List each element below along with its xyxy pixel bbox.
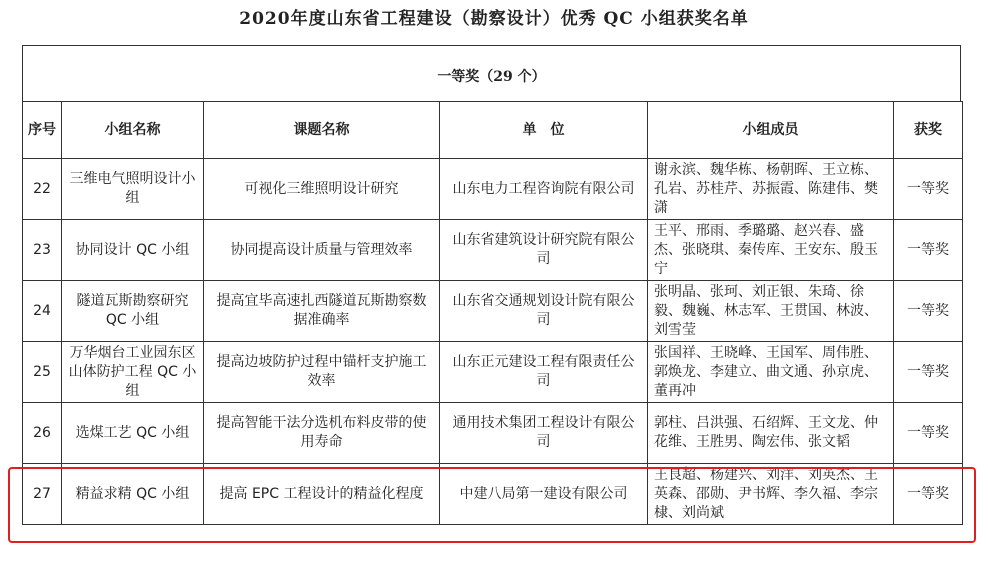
cell-unit: 山东省交通规划设计院有限公司 <box>440 281 648 342</box>
cell-group-name: 协同设计 QC 小组 <box>62 220 204 281</box>
cell-seq: 23 <box>23 220 62 281</box>
cell-unit: 山东电力工程咨询院有限公司 <box>440 159 648 220</box>
cell-unit: 中建八局第一建设有限公司 <box>440 464 648 525</box>
cell-topic: 可视化三维照明设计研究 <box>204 159 440 220</box>
table-header-row <box>23 102 963 159</box>
cell-members: 王良超、杨建兴、刘洋、刘英杰、王英森、邵勋、尹书辉、李久福、李宗棣、刘尚斌 <box>648 464 894 525</box>
cell-seq: 24 <box>23 281 62 342</box>
award-section-label: 一等奖（29 个） <box>437 69 546 85</box>
cell-award: 一等奖 <box>894 159 963 220</box>
cell-seq: 27 <box>23 464 62 525</box>
cell-seq: 26 <box>23 403 62 464</box>
cell-topic: 提高宜毕高速扎西隧道瓦斯勘察数据准确率 <box>204 281 440 342</box>
cell-award: 一等奖 <box>894 220 963 281</box>
header-seq: 序号 <box>23 102 62 159</box>
cell-unit: 山东正元建设工程有限责任公司 <box>440 342 648 403</box>
cell-award: 一等奖 <box>894 464 963 525</box>
table-row <box>23 342 963 403</box>
cell-group-name: 精益求精 QC 小组 <box>62 464 204 525</box>
header-members: 小组成员 <box>648 102 894 159</box>
cell-members: 张明晶、张珂、刘正银、朱琦、徐毅、魏巍、林志军、王贯国、林波、刘雪莹 <box>648 281 894 342</box>
cell-members: 王平、邢雨、季璐璐、赵兴春、盛杰、张晓琪、秦传库、王安东、殷玉宁 <box>648 220 894 281</box>
cell-topic: 提高边坡防护过程中锚杆支护施工效率 <box>204 342 440 403</box>
cell-topic: 提高 EPC 工程设计的精益化程度 <box>204 464 440 525</box>
header-topic: 课题名称 <box>204 102 440 159</box>
cell-group-name: 隧道瓦斯勘察研究 QC 小组 <box>62 281 204 342</box>
cell-members: 张国祥、王晓峰、王国军、周伟胜、郭焕龙、李建立、曲文通、孙京虎、董再冲 <box>648 342 894 403</box>
header-unit: 单 位 <box>440 102 648 159</box>
winners-table <box>22 101 963 525</box>
table-row <box>23 464 963 525</box>
cell-topic: 协同提高设计质量与管理效率 <box>204 220 440 281</box>
page-title: 2020年度山东省工程建设（勘察设计）优秀 QC 小组获奖名单 <box>239 9 749 29</box>
cell-group-name: 万华烟台工业园东区山体防护工程 QC 小组 <box>62 342 204 403</box>
cell-members: 谢永滨、魏华栋、杨朝晖、王立栋、孔岩、苏桂芹、苏振霞、陈建伟、樊潇 <box>648 159 894 220</box>
table-row <box>23 159 963 220</box>
cell-award: 一等奖 <box>894 403 963 464</box>
cell-group-name: 三维电气照明设计小组 <box>62 159 204 220</box>
cell-unit: 通用技术集团工程设计有限公司 <box>440 403 648 464</box>
cell-award: 一等奖 <box>894 281 963 342</box>
cell-topic: 提高智能干法分选机布料皮带的使用寿命 <box>204 403 440 464</box>
header-group-name: 小组名称 <box>62 102 204 159</box>
cell-seq: 25 <box>23 342 62 403</box>
cell-members: 郭柱、吕洪强、石绍辉、王文龙、仲花维、王胜男、陶宏伟、张文韬 <box>648 403 894 464</box>
cell-unit: 山东省建筑设计研究院有限公司 <box>440 220 648 281</box>
table-row <box>23 220 963 281</box>
table-row <box>23 403 963 464</box>
cell-award: 一等奖 <box>894 342 963 403</box>
cell-seq: 22 <box>23 159 62 220</box>
cell-group-name: 选煤工艺 QC 小组 <box>62 403 204 464</box>
table-row <box>23 281 963 342</box>
header-award: 获奖 <box>894 102 963 159</box>
